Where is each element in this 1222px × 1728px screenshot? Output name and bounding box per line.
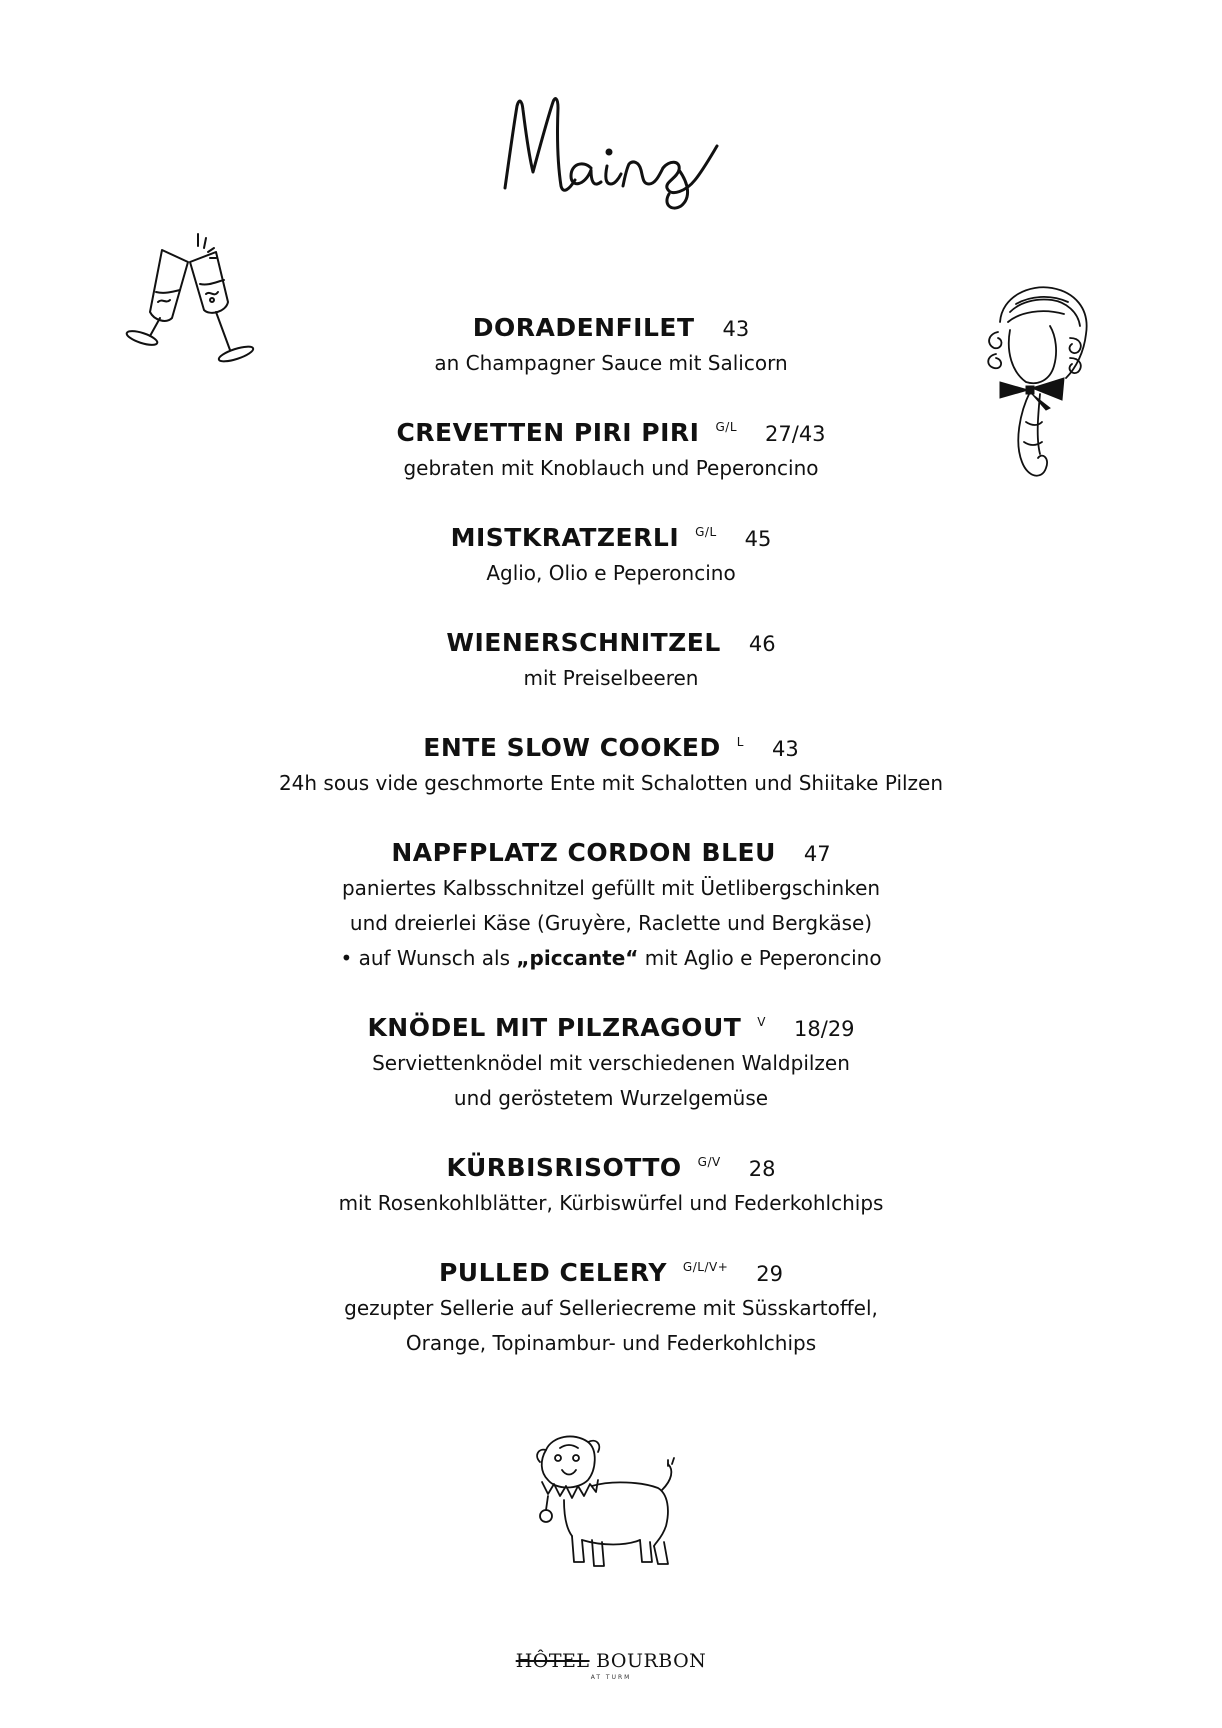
menu-item [0,520,1222,591]
menu-item [0,415,1222,486]
dish-name: DORADENFILET [472,313,695,342]
dish-price: 43 [722,317,750,341]
dish-price: 18/29 [794,1017,855,1041]
logo-struck-word: HÔTEL [515,1650,590,1672]
menu-item-header [0,835,1222,871]
dish-description: an Champagner Sauce mit Salicorn [434,351,788,375]
dish-price: 29 [756,1262,783,1286]
dish-option [0,941,1222,976]
dish-name: KÜRBISRISOTTO [446,1153,682,1182]
dish-description: paniertes Kalbsschnitzel gefüllt mit Üetlibergschinken [341,876,881,900]
dish-description: und dreierlei Käse (Gruyère, Raclette und Bergkäse) [349,911,873,935]
logo-wordmark [0,1650,1222,1672]
dish-price: 28 [748,1157,776,1181]
menu-item [0,1255,1222,1361]
hotel-logo [0,1650,1222,1681]
dish-price: 27/43 [765,422,826,446]
menu-item-header [0,1255,1222,1291]
dish-name: CREVETTEN PIRI PIRI [396,418,700,447]
dish-description: 24h sous vide geschmorte Ente mit Schalotten und Shiitake Pilzen [278,771,944,795]
menu-item [0,1010,1222,1116]
dish-description: Orange, Topinambur- und Federkohlchips [405,1331,817,1355]
logo-subtitle: AT TURM [590,1674,632,1681]
option-suffix: mit Aglio e Peperoncino [638,946,882,970]
option-prefix: • auf Wunsch als [340,946,517,970]
dish-price: 45 [744,527,772,551]
dietary-tag: G/V [697,1155,721,1169]
dish-name: PULLED CELERY [438,1258,667,1287]
dietary-tag: V [757,1015,767,1029]
menu-item [0,310,1222,381]
dish-name: WIENERSCHNITZEL [446,628,721,657]
option-highlight: „piccante“ [516,946,639,970]
dish-description: und geröstetem Wurzelgemüse [453,1086,769,1110]
dish-description: mit Rosenkohlblätter, Kürbiswürfel und Federkohlchips [338,1191,884,1215]
menu-item [0,835,1222,976]
menu-item-header [0,1010,1222,1046]
page-title [0,90,1222,220]
menu-item-header [0,415,1222,451]
pug-dog-icon [522,1430,702,1584]
mains-script-title [491,90,731,210]
dish-price: 43 [771,737,799,761]
dish-description: gebraten mit Knoblauch und Peperoncino [403,456,819,480]
menu-item [0,730,1222,801]
dish-name: MISTKRATZERLI [450,523,680,552]
dish-price: 46 [748,632,776,656]
menu-item [0,625,1222,696]
dish-description: gezupter Sellerie auf Selleriecreme mit Süsskartoffel, [344,1296,878,1320]
dish-name: ENTE SLOW COOKED [423,733,721,762]
menu-item-header [0,730,1222,766]
dish-description: Serviettenknödel mit verschiedenen Waldpilzen [372,1051,850,1075]
menu-item-header [0,1150,1222,1186]
dish-description: Aglio, Olio e Peperoncino [486,561,736,585]
dish-name: NAPFPLATZ CORDON BLEU [391,838,776,867]
dietary-tag: G/L [695,525,717,539]
dish-description: mit Preiselbeeren [523,666,699,690]
menu-item-header [0,310,1222,346]
menu-list [0,310,1222,1361]
menu-item [0,1150,1222,1221]
menu-item-header [0,625,1222,661]
dietary-tag: L [736,735,744,749]
menu-item-header [0,520,1222,556]
dish-name: KNÖDEL MIT PILZRAGOUT [367,1013,742,1042]
dietary-tag: G/L/V+ [682,1260,729,1274]
dietary-tag: G/L [715,420,738,434]
dish-price: 47 [803,842,831,866]
logo-brand: BOURBON [596,1650,707,1672]
